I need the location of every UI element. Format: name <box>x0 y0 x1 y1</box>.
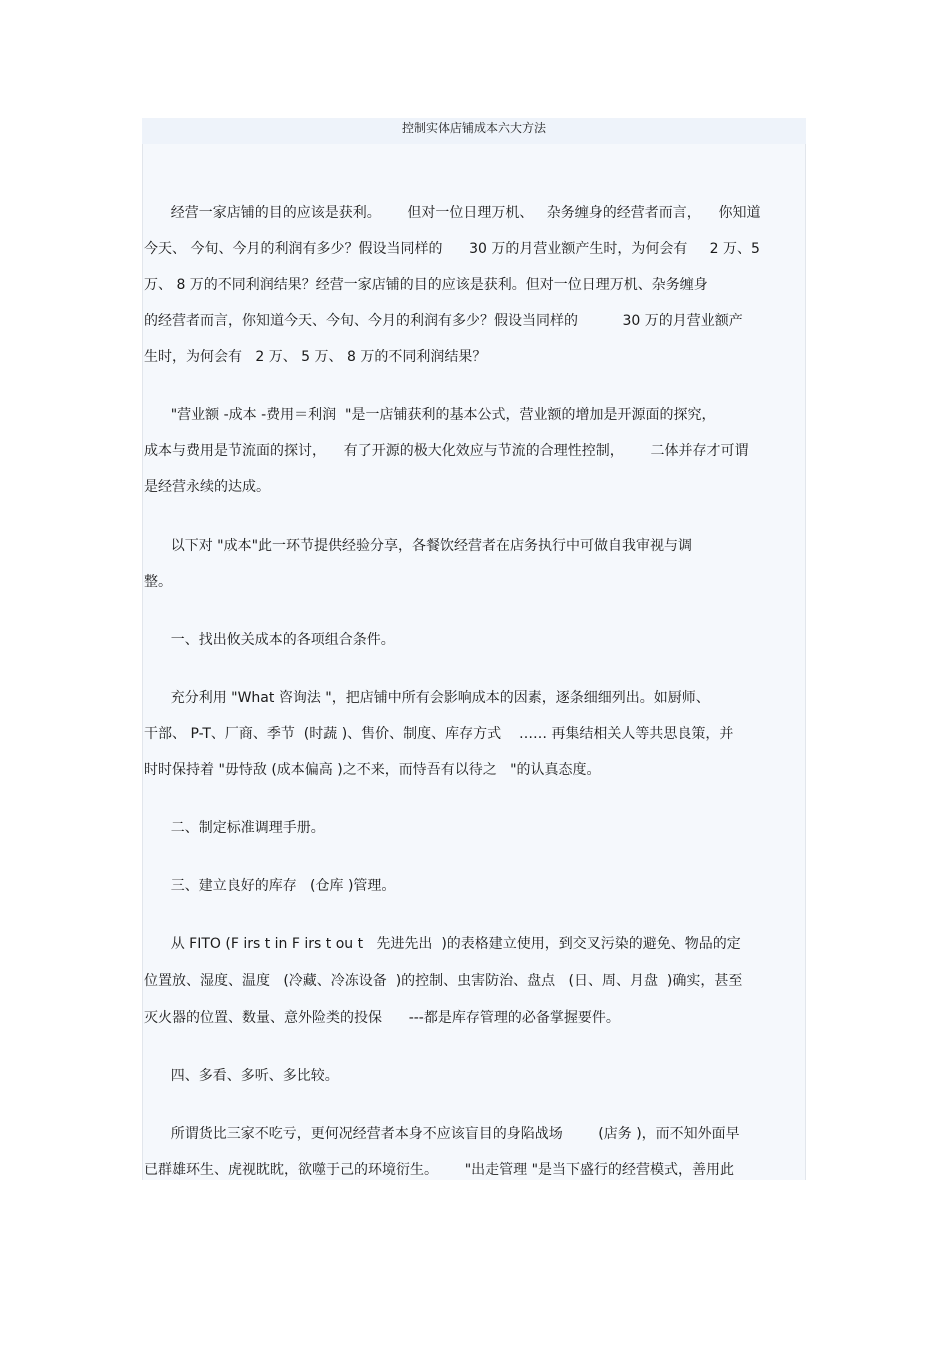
paragraph-line: 干部、 P-T、厂商、季节 (时蔬 )、售价、制度、库存方式 …… 再集结相关人等共思良策，并 <box>144 726 734 742</box>
section-heading: 四、多看、多听、多比较。 <box>144 1068 339 1084</box>
paragraph-line: 今天、 今旬、今月的利润有多少？假设当同样的 30 万的月营业额产生时，为何会有 2 万、5 <box>144 241 760 257</box>
paragraph-line: 经营一家店铺的目的应该是获利。 但对一位日理万机、 杂务缠身的经营者而言， 你知道 <box>144 205 761 221</box>
paragraph-line: 时时保持着 "毋恃敌 (成本偏高 )之不来，而恃吾有以待之 "的认真态度。 <box>144 762 601 778</box>
paragraph-line: 充分利用 "What 咨询法 "，把店铺中所有会影响成本的因素，逐条细细列出。如厨师、 <box>144 690 710 706</box>
paragraph-line: 灭火器的位置、数量、意外险类的投保 ---都是库存管理的必备掌握要件。 <box>144 1010 620 1026</box>
paragraph-line: 以下对 "成本"此一环节提供经验分享，各餐饮经营者在店务执行中可做自我审视与调 <box>144 538 693 554</box>
paragraph-line: 生时，为何会有 2 万、 5 万、 8 万的不同利润结果？ <box>144 349 487 365</box>
section-heading: 二、制定标准调理手册。 <box>144 820 325 836</box>
section-heading: 一、找出攸关成本的各项组合条件。 <box>144 632 395 648</box>
paragraph-line: 从 FITO (F irs t in F irs t ou t 先进先出 )的表格建立使用，到交叉污染的避免、物品的定 <box>144 936 741 952</box>
paragraph-line: 已群雄环生、虎视眈眈，欲噬于己的环境衍生。 "出走管理 "是当下盛行的经营模式，善用此 <box>144 1162 735 1178</box>
paragraph-line: 成本与费用是节流面的探讨， 有了开源的极大化效应与节流的合理性控制， 二体并存才可谓 <box>144 443 749 459</box>
section-heading: 三、建立良好的库存 (仓库 )管理。 <box>144 878 396 894</box>
paragraph-line: 的经营者而言，你知道今天、今旬、今月的利润有多少？假设当同样的 30 万的月营业额产 <box>144 313 743 329</box>
paragraph-line: 是经营永续的达成。 <box>144 479 270 495</box>
document-title: 控制实体店铺成本六大方法 <box>401 121 546 135</box>
paragraph-line: 整。 <box>144 574 172 590</box>
paragraph-line: 万、 8 万的不同利润结果？经营一家店铺的目的应该是获利。但对一位日理万机、杂务缠身 <box>144 277 708 293</box>
paragraph-line: 位置放、湿度、温度 (冷藏、冷冻设备 )的控制、虫害防治、盘点 (日、周、月盘 )确实，甚至 <box>144 973 743 989</box>
paragraph-line: "营业额 -成本 -费用＝利润 "是一店铺获利的基本公式，营业额的增加是开源面的探究， <box>144 407 716 423</box>
paragraph-line: 所谓货比三家不吃亏，更何况经营者本身不应该盲目的身陷战场 (店务 )，而不知外面早 <box>144 1126 740 1142</box>
